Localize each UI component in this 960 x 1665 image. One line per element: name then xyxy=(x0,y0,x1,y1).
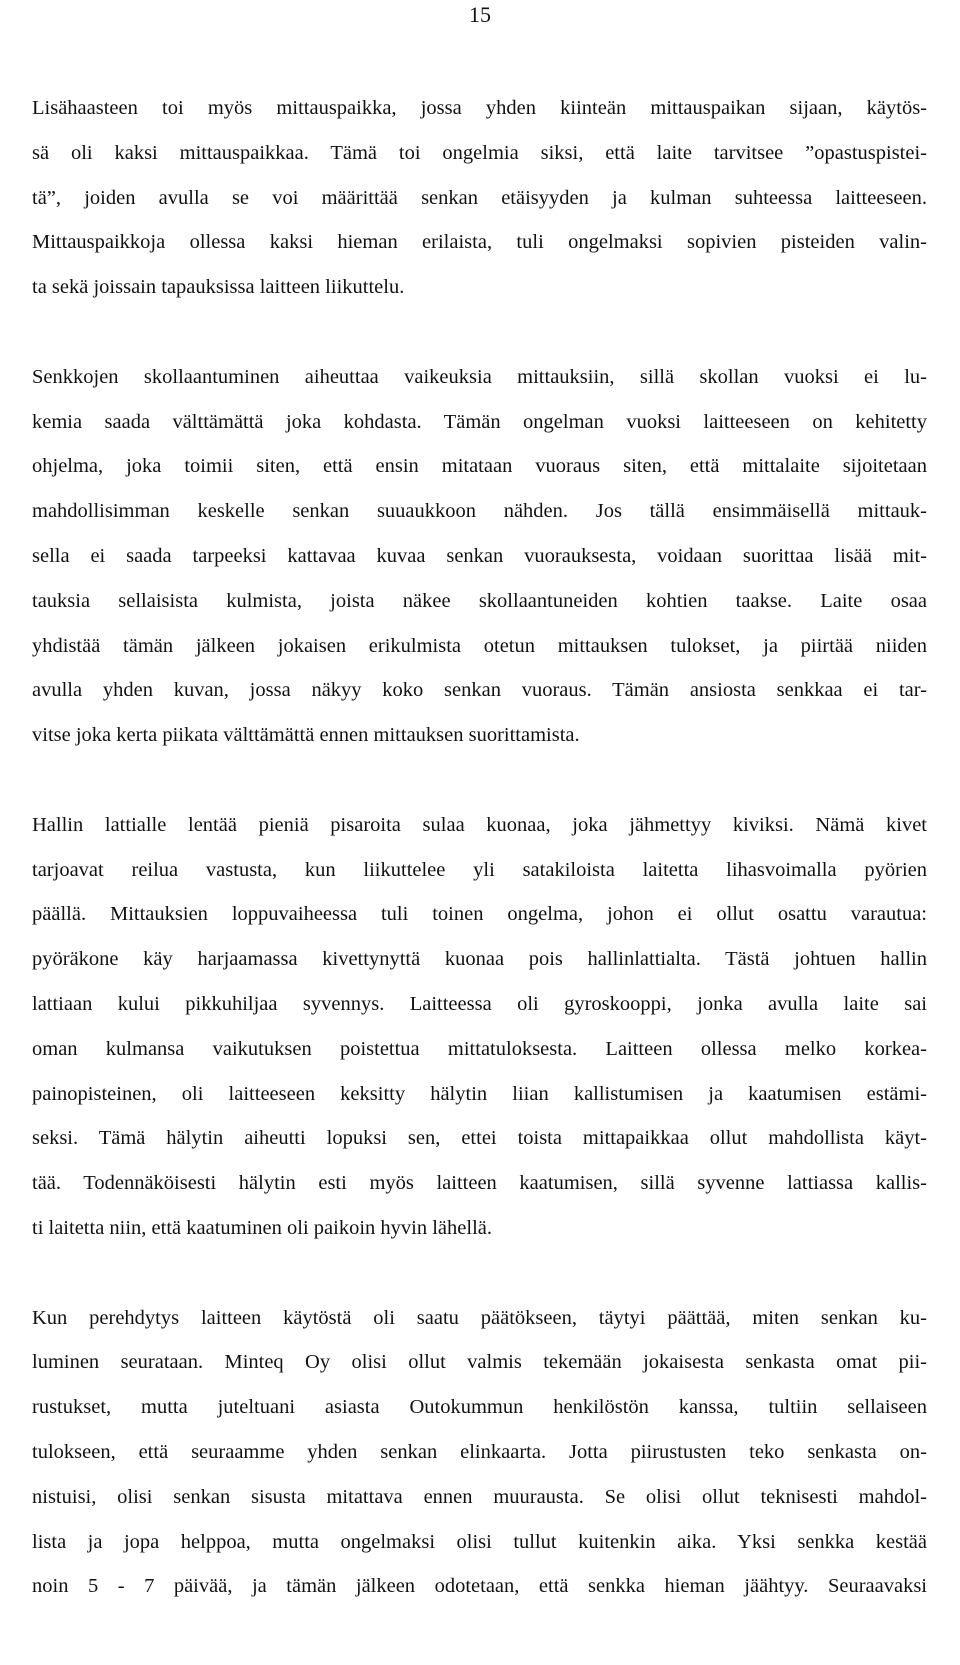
paragraph xyxy=(32,86,927,310)
paragraph xyxy=(32,803,927,1251)
text-line: painopisteinen, oli laitteeseen keksitty hälytin liian kallistumisen ja kaatumisen estämi- xyxy=(32,1082,927,1105)
text-line: luminen seurataan. Minteq Oy olisi ollut valmis tekemään jokaisesta senkasta omat pii- xyxy=(32,1351,927,1374)
text-line: avulla yhden kuvan, jossa näkyy koko senkan vuoraus. Tämän ansiosta senkkaa ei tar- xyxy=(32,679,927,702)
text-line: oman kulmansa vaikutuksen poistettua mittatuloksesta. Laitteen ollessa melko korkea- xyxy=(32,1037,927,1060)
text-line: ti laitetta niin, että kaatuminen oli paikoin hyvin lähellä. xyxy=(32,1216,492,1239)
text-line: yhdistää tämän jälkeen jokaisen erikulmista otetun mittauksen tulokset, ja piirtää niiden xyxy=(32,634,927,657)
text-line: noin 5 - 7 päivää, ja tämän jälkeen odotetaan, että senkka hieman jäähtyy. Seuraavaksi xyxy=(32,1575,927,1598)
text-line: ta sekä joissain tapauksissa laitteen liikuttelu. xyxy=(32,276,405,299)
text-line: tä”, joiden avulla se voi määrittää senkan etäisyyden ja kulman suhteessa laitteeseen. xyxy=(32,186,927,209)
page-number: 15 xyxy=(469,2,491,27)
text-line: tauksia sellaisista kulmista, joista näkee skollaantuneiden kohtien taakse. Laite osaa xyxy=(32,589,927,612)
text-line: tulokseen, että seuraamme yhden senkan elinkaarta. Jotta piirustusten teko senkasta on- xyxy=(32,1440,927,1463)
text-line: Lisähaasteen toi myös mittauspaikka, jossa yhden kiinteän mittauspaikan sijaan, käytös- xyxy=(32,97,927,119)
paragraph xyxy=(32,1296,927,1610)
text-line: pyöräkone käy harjaamassa kivettynyttä kuonaa pois hallinlattialta. Tästä johtuen hallin xyxy=(32,948,927,971)
text-line: vitse joka kerta piikata välttämättä ennen mittauksen suorittamista. xyxy=(32,724,580,747)
text-line: Hallin lattialle lentää pieniä pisaroita sulaa kuonaa, joka jähmettyy kiviksi. Nämä kivet xyxy=(32,813,927,836)
text-line: seksi. Tämä hälytin aiheutti lopuksi sen, ettei toista mittapaikkaa ollut mahdollista käyt- xyxy=(32,1127,927,1150)
text-line: Senkkojen skollaantuminen aiheuttaa vaikeuksia mittauksiin, sillä skollan vuoksi ei lu- xyxy=(32,365,927,388)
paragraph xyxy=(32,355,927,758)
text-line: tarjoavat reilua vastusta, kun liikuttelee yli satakiloista laitetta lihasvoimalla pyörien xyxy=(32,858,927,881)
text-line: lattiaan kului pikkuhiljaa syvennys. Laitteessa oli gyroskooppi, jonka avulla laite sai xyxy=(32,992,927,1015)
text-line: kemia saada välttämättä joka kohdasta. Tämän ongelman vuoksi laitteeseen on kehitetty xyxy=(32,410,927,433)
text-line: rustukset, mutta juteltuani asiasta Outokummun henkilöstön kanssa, tultiin sellaiseen xyxy=(32,1396,927,1419)
text-line: lista ja jopa helppoa, mutta ongelmaksi olisi tullut kuitenkin aika. Yksi senkka kestää xyxy=(32,1530,927,1553)
document-body xyxy=(32,86,927,1609)
text-line: mahdollisimman keskelle senkan suuaukkoon nähden. Jos tällä ensimmäisellä mittauk- xyxy=(32,500,927,523)
paragraph-gap xyxy=(32,310,927,355)
text-line: ohjelma, joka toimii siten, että ensin mitataan vuoraus siten, että mittalaite sijoitetaan xyxy=(32,455,927,478)
paragraph-gap xyxy=(32,1251,927,1296)
text-line: päällä. Mittauksien loppuvaiheessa tuli toinen ongelma, johon ei ollut osattu varautua: xyxy=(32,903,927,926)
text-line: sä oli kaksi mittauspaikkaa. Tämä toi ongelmia siksi, että laite tarvitsee ”opastuspistei- xyxy=(32,141,927,164)
text-line: sella ei saada tarpeeksi kattavaa kuvaa senkan vuorauksesta, voidaan suorittaa lisää mit- xyxy=(32,544,927,567)
text-line: Kun perehdytys laitteen käytöstä oli saatu päätökseen, täytyi päättää, miten senkan ku- xyxy=(32,1306,927,1329)
paragraph-gap xyxy=(32,758,927,803)
text-line: Mittauspaikkoja ollessa kaksi hieman erilaista, tuli ongelmaksi sopivien pisteiden valin- xyxy=(32,231,927,254)
text-line: tää. Todennäköisesti hälytin esti myös laitteen kaatumisen, sillä syvenne lattiassa kallis- xyxy=(32,1172,927,1195)
text-line: nistuisi, olisi senkan sisusta mitattava ennen muurausta. Se olisi ollut teknisesti mahdol- xyxy=(32,1485,927,1508)
